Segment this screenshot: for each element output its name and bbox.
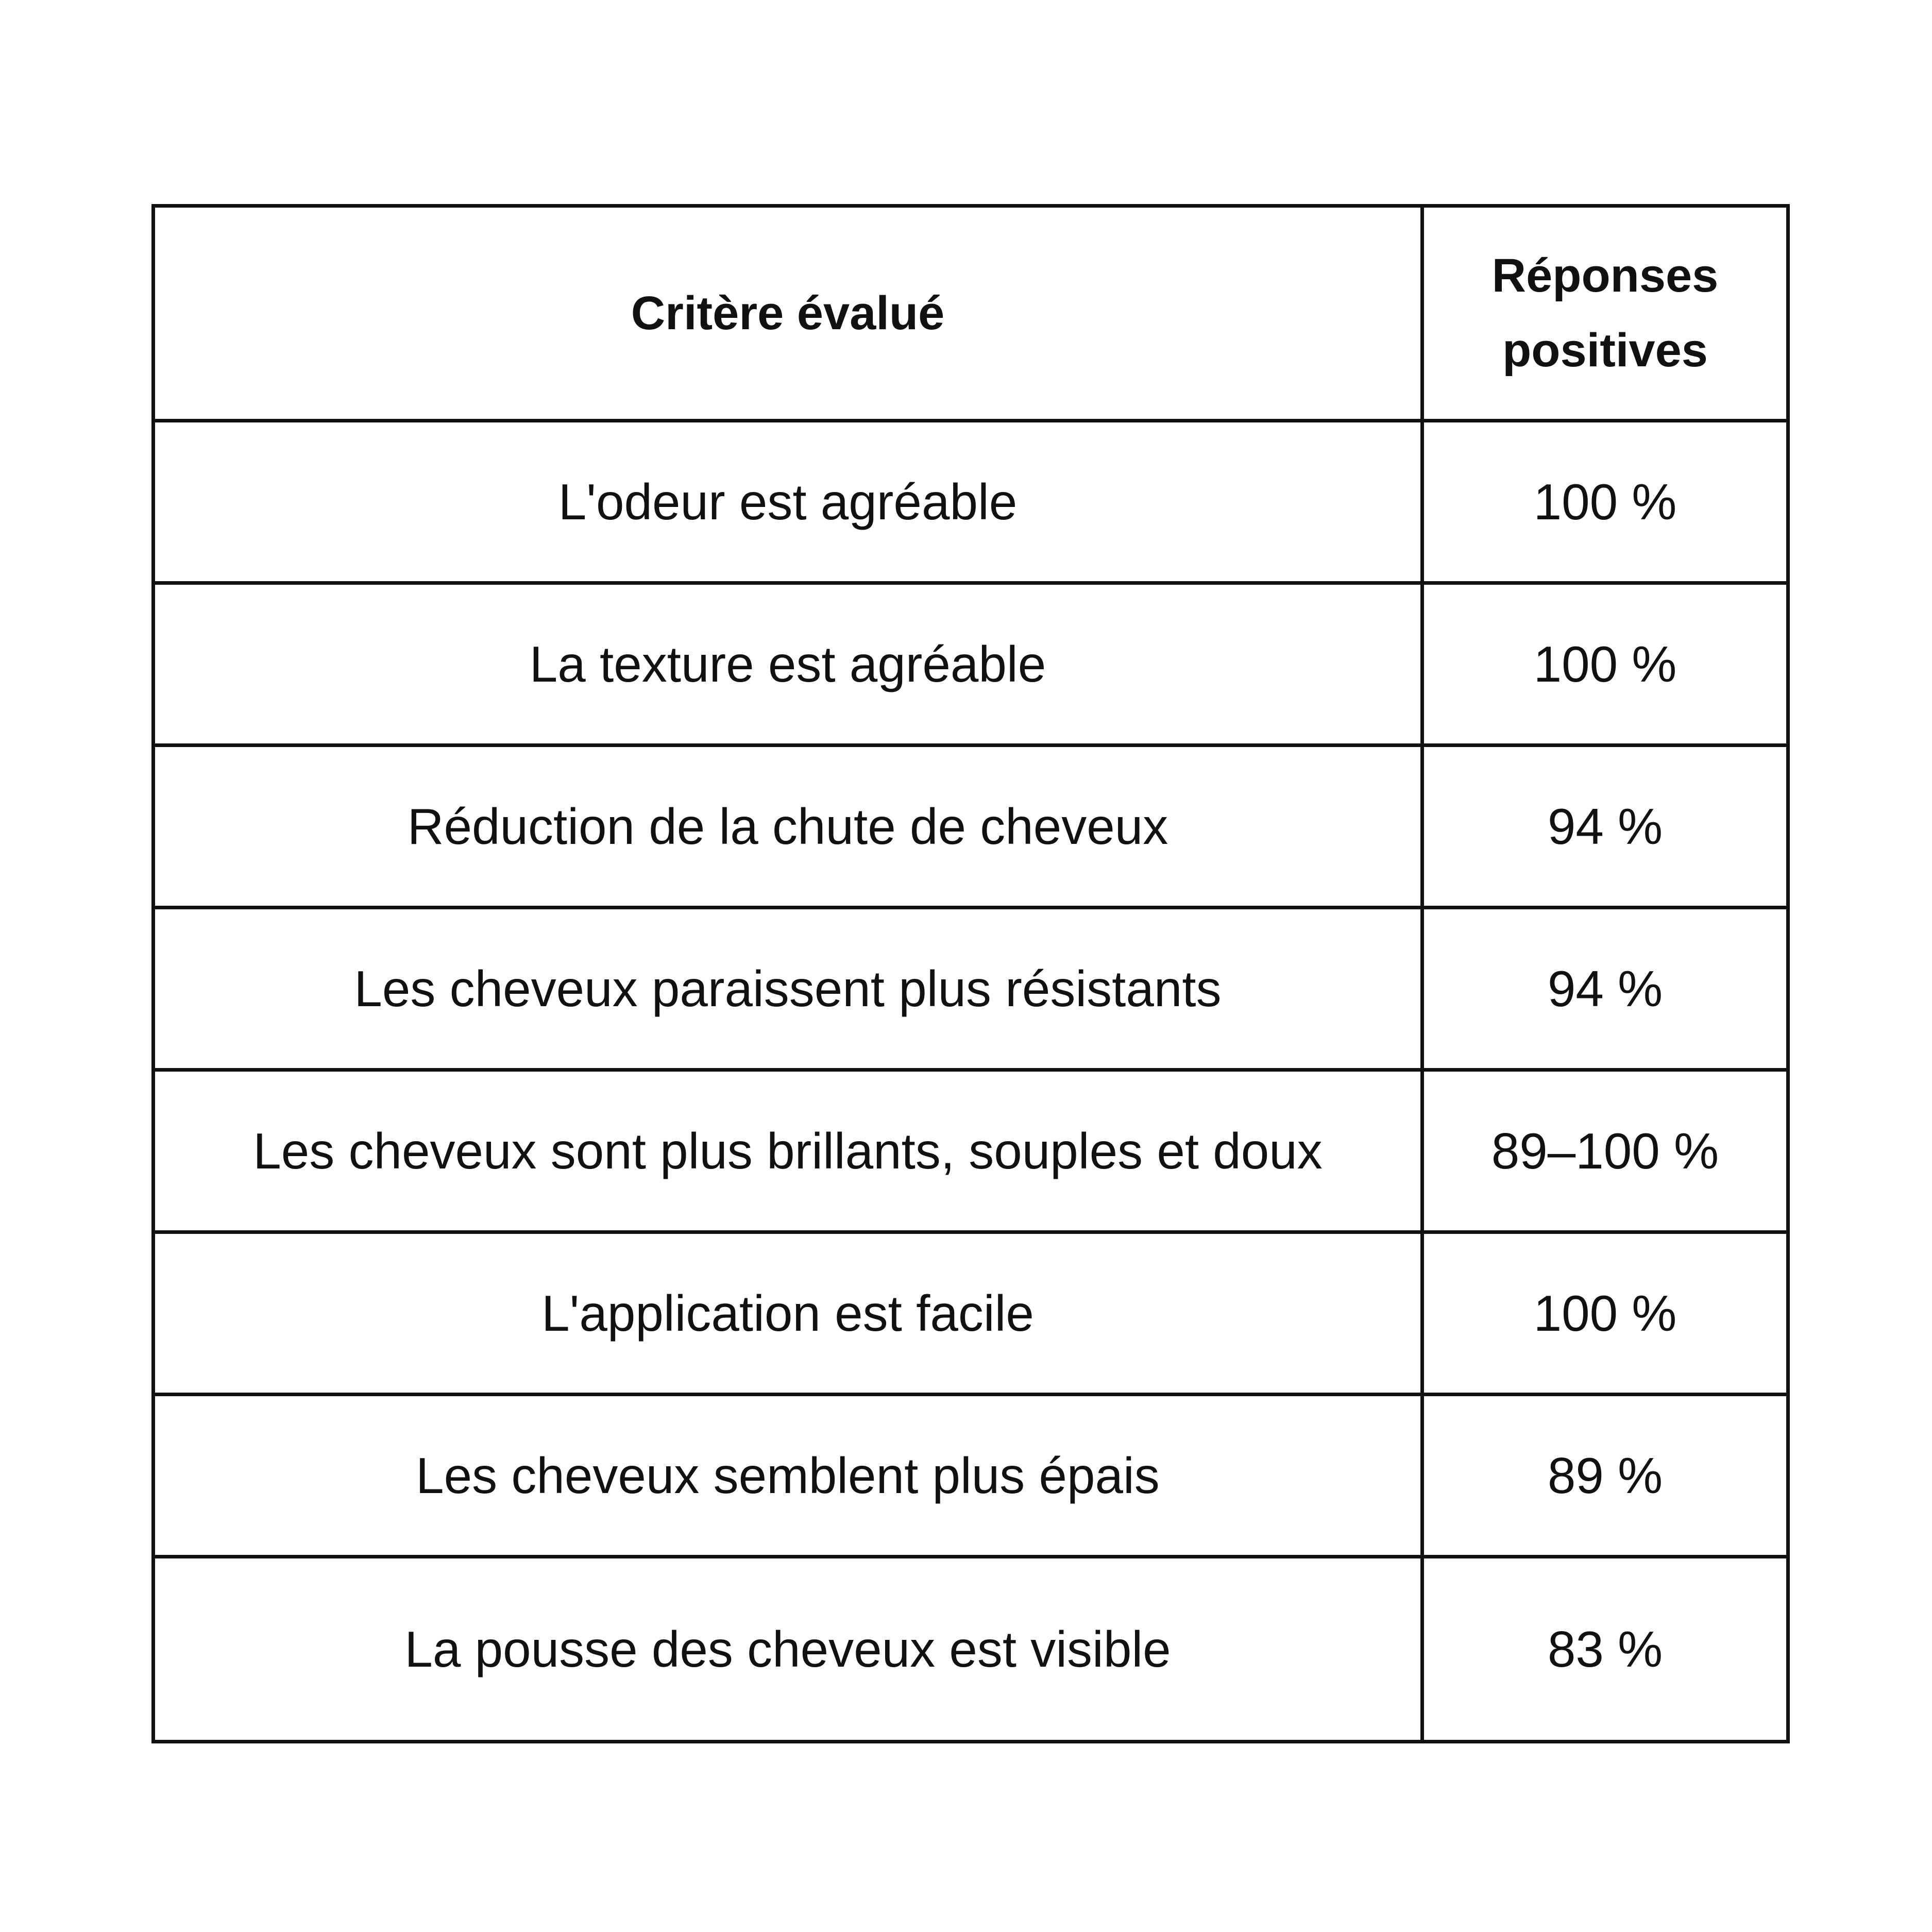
results-table [151, 204, 1790, 1743]
table-row [154, 1395, 1788, 1557]
criterion-cell: L'application est facile [154, 1232, 1422, 1395]
table-row [154, 1070, 1788, 1232]
criterion-cell: Les cheveux sont plus brillants, souples et doux [154, 1070, 1422, 1232]
criterion-cell: La pousse des cheveux est visible [154, 1557, 1422, 1742]
value-cell: 83 % [1422, 1557, 1788, 1742]
criterion-cell: Les cheveux paraissent plus résistants [154, 908, 1422, 1070]
table-row [154, 421, 1788, 583]
criterion-cell: Réduction de la chute de cheveux [154, 745, 1422, 908]
value-cell: 94 % [1422, 745, 1788, 908]
header-criterion: Critère évalué [154, 206, 1422, 421]
table-row [154, 745, 1788, 908]
table-row [154, 583, 1788, 745]
table-row [154, 1557, 1788, 1742]
criterion-cell: L'odeur est agréable [154, 421, 1422, 583]
value-cell: 89 % [1422, 1395, 1788, 1557]
value-cell: 94 % [1422, 908, 1788, 1070]
value-cell: 100 % [1422, 1232, 1788, 1395]
value-cell: 89–100 % [1422, 1070, 1788, 1232]
table-row [154, 908, 1788, 1070]
header-positive-responses: Réponses positives [1422, 206, 1788, 421]
value-cell: 100 % [1422, 421, 1788, 583]
value-cell: 100 % [1422, 583, 1788, 745]
table-row [154, 1232, 1788, 1395]
criterion-cell: Les cheveux semblent plus épais [154, 1395, 1422, 1557]
criterion-cell: La texture est agréable [154, 583, 1422, 745]
header-row [154, 206, 1788, 421]
